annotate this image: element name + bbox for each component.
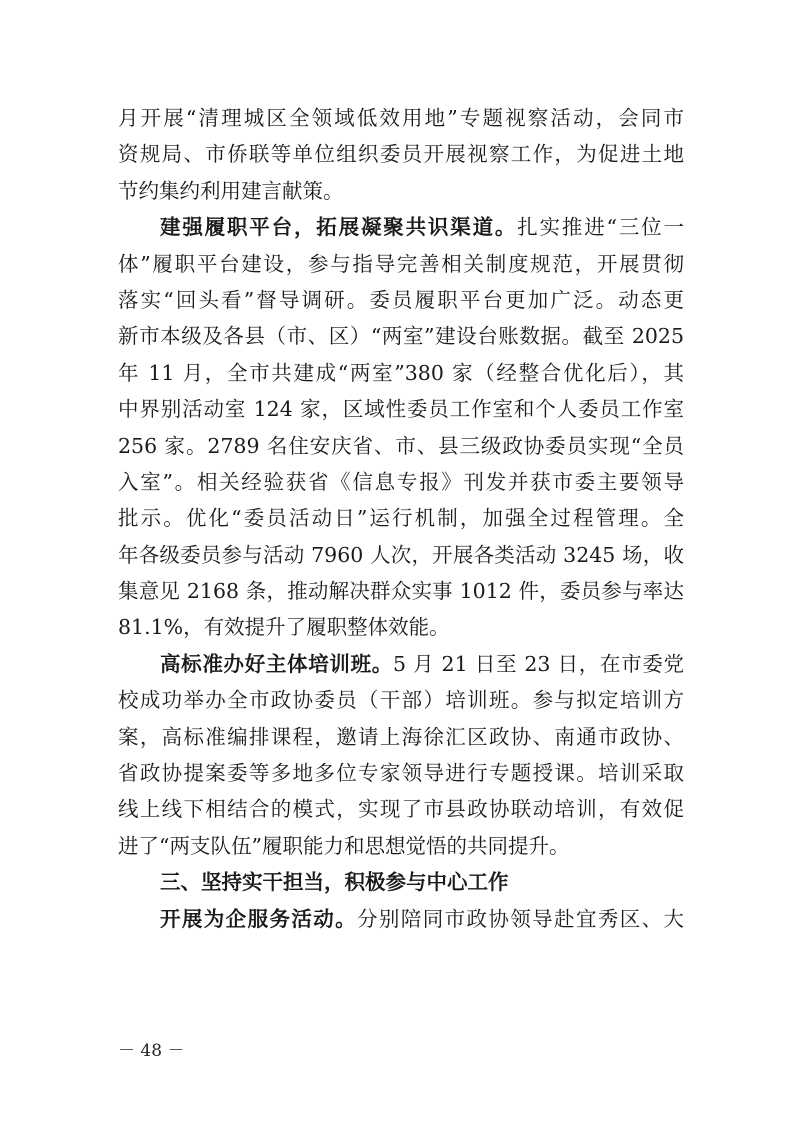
text-segment: 集意见 2168 条，推动解决群众实事 1012 件，委员参与率达 [118, 579, 684, 604]
bold-heading-text: 建强履职平台，拓展凝聚共识渠道。 [160, 215, 518, 240]
text-line [118, 391, 684, 427]
text-segment: 进了“两支队伍”履职能力和思想觉悟的共同提升。 [118, 833, 570, 858]
text-segment: 入室”。相关经验获省《信息专报》刊发并获市委主要领导 [118, 469, 684, 494]
text-segment: 分别陪同市政协领导赴宜秀区、大 [357, 906, 684, 931]
text-segment: 批示。优化“委员活动日”运行机制，加强全过程管理。全 [118, 506, 684, 531]
bold-heading-text: 高标准办好主体培训班。 [160, 651, 393, 676]
text-line [118, 573, 684, 609]
text-line [118, 173, 684, 209]
text-line [118, 136, 684, 172]
text-segment: 线上线下相结合的模式，实现了市县政协联动培训，有效促 [118, 797, 684, 822]
text-segment: 体”履职平台建设，参与指导完善相关制度规范，开展贯彻 [118, 251, 684, 276]
text-line [118, 318, 684, 354]
text-segment: 年 11 月，全市共建成“两室”380 家（经整合优化后），其 [118, 360, 684, 385]
text-line [118, 537, 684, 573]
text-segment: 月开展“清理城区全领域低效用地”专题视察活动，会同市 [118, 106, 684, 130]
text-segment: 案，高标准编排课程，邀请上海徐汇区政协、南通市政协、 [118, 724, 684, 749]
text-line [118, 464, 684, 500]
text-segment: 节约集约利用建言献策。 [118, 178, 344, 203]
body-text [118, 100, 684, 937]
text-segment: 5 月 21 日至 23 日，在市委党 [392, 651, 684, 676]
text-segment: 81.1%，有效提升了履职整体效能。 [118, 615, 450, 640]
bold-heading-text: 三、坚持实干担当，积极参与中心工作 [160, 870, 509, 895]
text-segment: 中界别活动室 124 家，区域性委员工作室和个人委员工作室 [118, 397, 684, 422]
text-segment: 新市本级及各县（市、区）“两室”建设台账数据。截至 2025 [118, 324, 684, 349]
text-line [118, 500, 684, 536]
page-number: － 48 － [118, 1041, 185, 1061]
text-line [118, 282, 684, 318]
text-line [118, 100, 684, 136]
text-line [118, 791, 684, 827]
text-segment: 校成功举办全市政协委员（干部）培训班。参与拟定培训方 [118, 688, 684, 713]
bold-heading-text: 开展为企服务活动。 [160, 906, 358, 931]
text-segment: 落实“回头看”督导调研。委员履职平台更加广泛。动态更 [118, 287, 684, 312]
text-line [118, 755, 684, 791]
text-line [118, 428, 684, 464]
text-segment: 256 家。2789 名住安庆省、市、县三级政协委员实现“全员 [118, 433, 684, 458]
text-line [118, 901, 684, 937]
text-line [118, 609, 684, 645]
text-line [118, 682, 684, 718]
text-line [118, 209, 684, 245]
text-segment: 年各级委员参与活动 7960 人次，开展各类活动 3245 场，收 [118, 542, 684, 567]
text-line [118, 355, 684, 391]
text-segment: 资规局、市侨联等单位组织委员开展视察工作，为促进土地 [118, 142, 684, 167]
text-segment: 扎实推进“三位一 [517, 215, 684, 240]
text-line [118, 646, 684, 682]
text-line [118, 864, 684, 900]
text-segment: 省政协提案委等多地多位专家领导进行专题授课。培训采取 [118, 761, 684, 786]
text-line [118, 719, 684, 755]
text-line [118, 246, 684, 282]
text-line [118, 828, 684, 864]
